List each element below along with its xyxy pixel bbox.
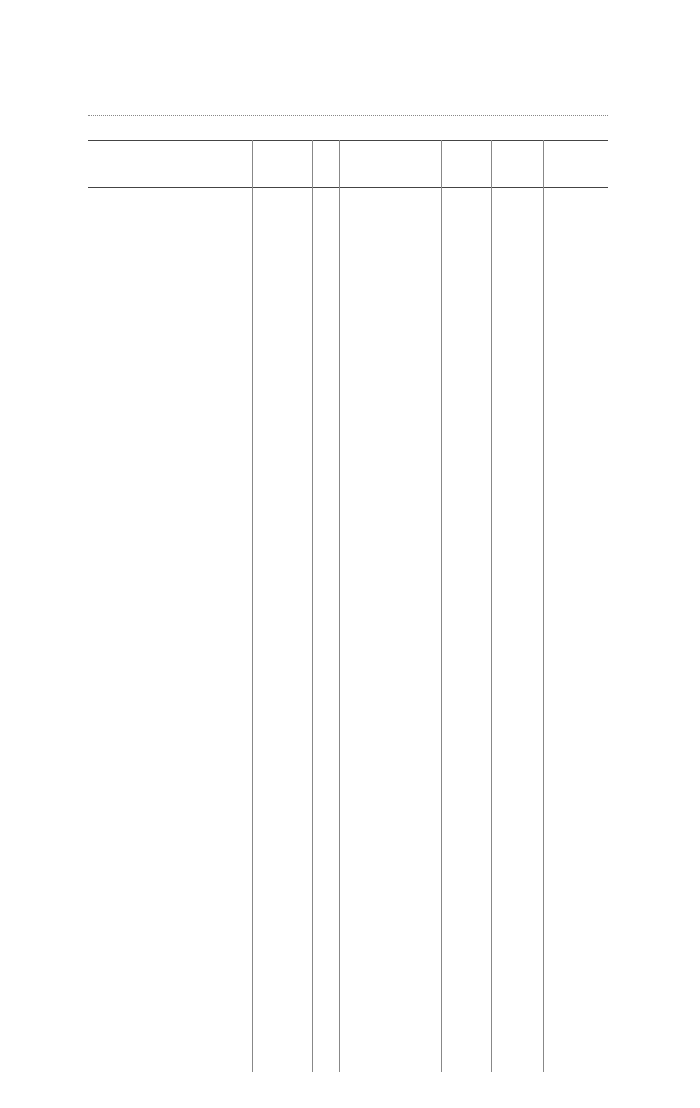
column-rule — [312, 140, 313, 1072]
header-year — [543, 141, 608, 187]
header-principal — [252, 141, 312, 187]
header-rate — [312, 141, 339, 187]
column-rule — [252, 140, 253, 1072]
column-rule — [491, 140, 492, 1072]
column-rule — [441, 140, 442, 1072]
title-divider — [88, 115, 608, 116]
table-header — [88, 140, 608, 188]
header-authorizing-act — [88, 141, 252, 187]
appropriations-table — [88, 140, 608, 188]
header-recoverable — [491, 141, 543, 187]
column-rule — [339, 140, 340, 1072]
header-gross-amount — [441, 141, 491, 187]
header-due-dates — [339, 141, 441, 187]
column-rule — [543, 140, 544, 1072]
